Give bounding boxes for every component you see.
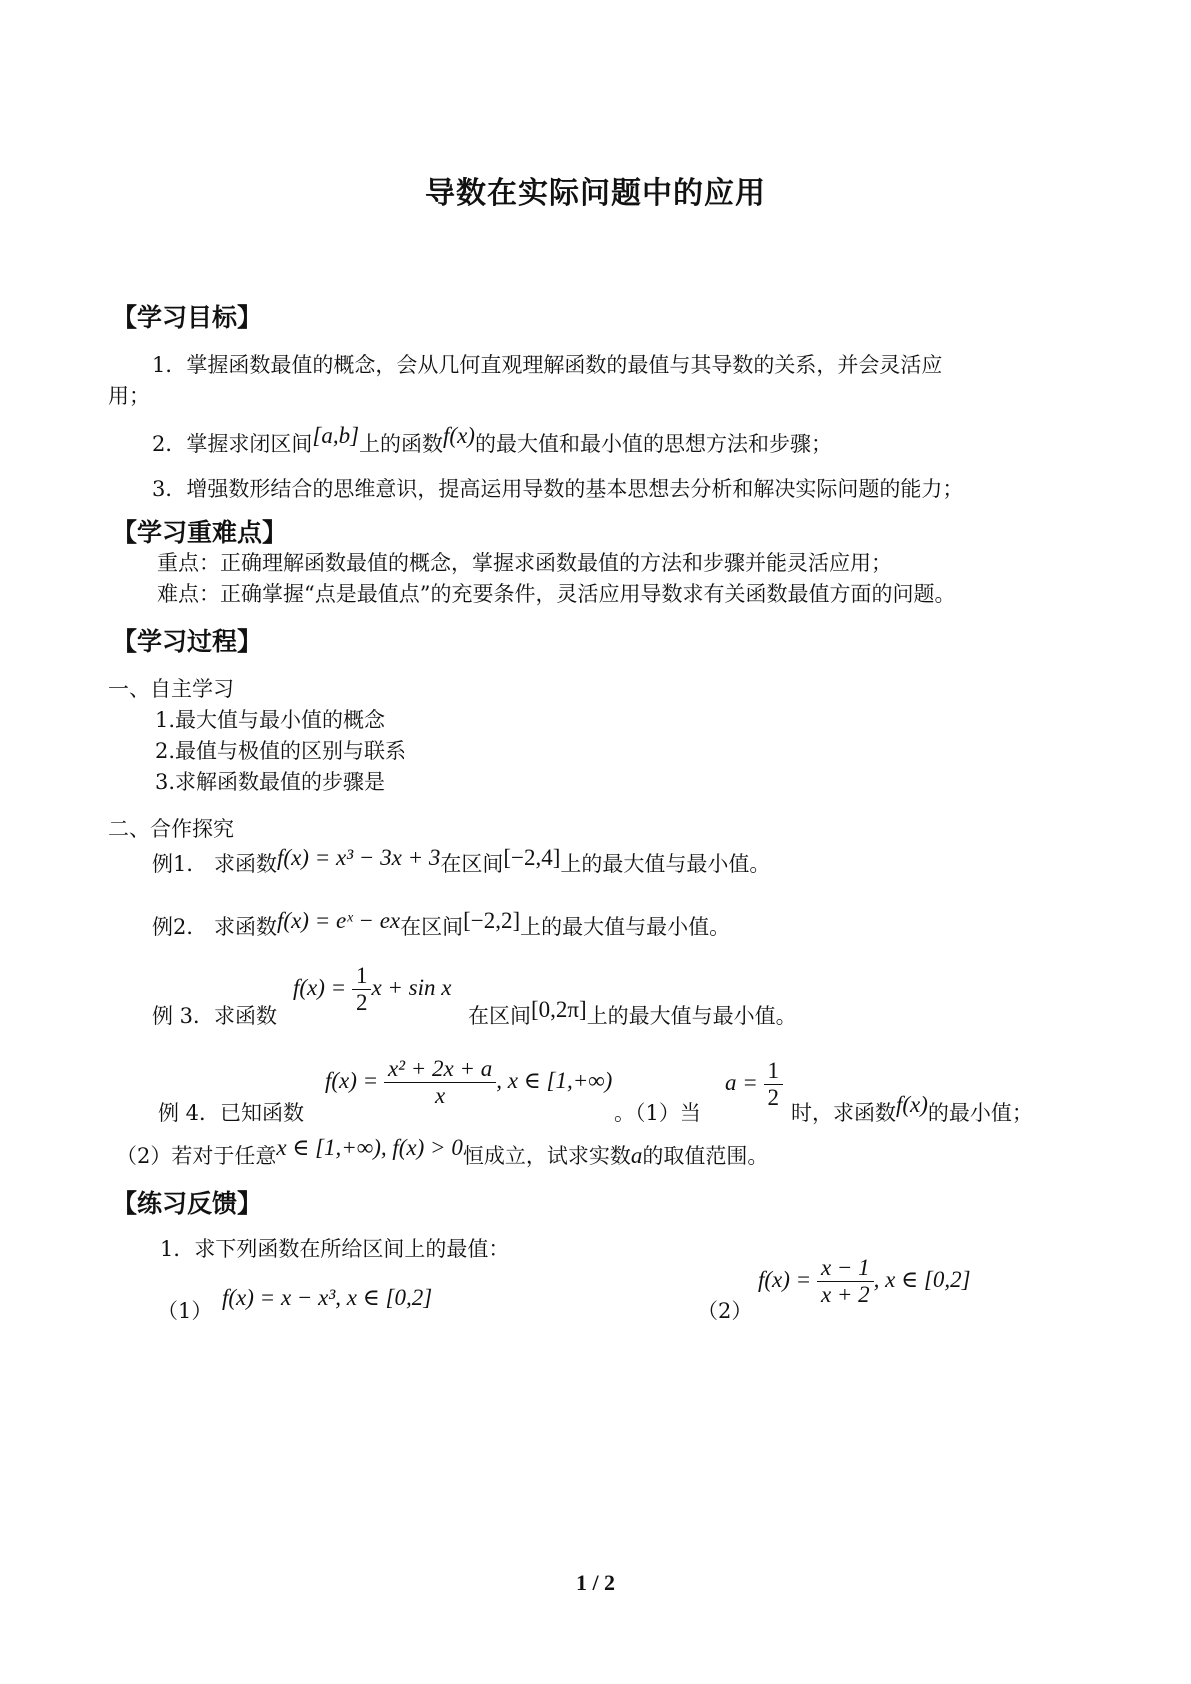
example-4-q1-prefix: 。（1）当 — [614, 1101, 701, 1125]
objective-1-line1: 1．掌握函数最值的概念，会从几何直观理解函数的最值与其导数的关系，并会灵活应 — [152, 353, 943, 377]
math-interval-ab: [a,b] — [312, 423, 360, 448]
practice-2-lhs: f(x) = — [758, 1267, 817, 1293]
fraction-denominator: x — [435, 1083, 446, 1109]
fraction-half — [352, 963, 372, 1017]
practice-item-1-label: （1） — [157, 1299, 213, 1323]
fraction-numerator: x² + 2x + a — [384, 1056, 496, 1083]
fraction-denominator: x + 2 — [820, 1282, 870, 1308]
example-2-label: 例2． 求函数 — [152, 915, 278, 939]
fraction-example-4 — [384, 1056, 496, 1110]
fraction-denominator: 2 — [355, 990, 368, 1016]
objective-2-mid: 上的函数 — [359, 432, 444, 456]
focus-point: 重点：正确理解函数最值的概念，掌握求函数最值的方法和步骤并能灵活应用； — [157, 551, 892, 575]
fraction-denominator: 2 — [767, 1085, 780, 1111]
math-a: a — [630, 1143, 643, 1168]
example-3-rhs: x + sin x — [371, 975, 452, 1001]
example-3-interval: [0,2π] — [531, 997, 587, 1022]
practice-item-2-formula — [758, 1255, 971, 1309]
objective-3: 3．增强数形结合的思维意识，提高运用导数的基本思想去分析和解决实际问题的能力； — [152, 477, 964, 501]
example-4-q1-rest — [791, 1092, 1033, 1127]
example-2-interval: [−2,2] — [463, 908, 521, 933]
part1-title: 一、自主学习 — [108, 677, 234, 701]
example-1-formula: f(x) = x³ − 3x + 3 — [277, 845, 441, 870]
objective-1-line2: 用； — [108, 384, 150, 408]
practice-2-domain: , x ∈ [0,2] — [873, 1267, 971, 1293]
example-4-q2-mid: 恒成立，试求实数 — [462, 1144, 631, 1168]
difficulty-point: 难点：正确掌握“点是最值点”的充要条件，灵活应用导数求有关函数最值方面的问题。 — [157, 582, 956, 606]
objective-2 — [152, 423, 832, 458]
practice-intro: 1．求下列函数在所给区间上的最值： — [160, 1237, 510, 1261]
fraction-numerator: x − 1 — [817, 1255, 874, 1282]
example-1-label: 例1． 求函数 — [152, 852, 278, 876]
a-equals: a = — [725, 1070, 764, 1096]
example-2-formula: f(x) = eˣ − ex — [277, 908, 401, 933]
document-title: 导数在实际问题中的应用 — [425, 176, 766, 211]
objective-2-prefix: 2．掌握求闭区间 — [152, 432, 313, 456]
part2-title: 二、合作探究 — [108, 817, 234, 841]
example-3-tail — [468, 997, 797, 1030]
example-4-lhs: f(x) = — [325, 1068, 384, 1094]
part1-item-2: 2.最值与极值的区别与联系 — [155, 739, 407, 763]
example-2 — [152, 908, 731, 941]
example-4-q2-prefix: （2）若对于任意 — [116, 1144, 277, 1168]
example-3-label: 例 3．求函数 — [152, 1004, 278, 1028]
example-1-interval: [−2,4] — [503, 845, 561, 870]
example-1-suffix: 上的最大值与最小值。 — [560, 852, 771, 876]
example-4-domain: , x ∈ [1,+∞) — [496, 1068, 613, 1094]
example-4-a-value — [725, 1058, 783, 1112]
example-4-q1-mid: 时，求函数 — [791, 1101, 896, 1125]
fraction-numerator: 1 — [352, 963, 372, 990]
fraction-numerator: 1 — [764, 1058, 784, 1085]
example-2-interval-prefix: 在区间 — [400, 915, 464, 939]
fraction-a-half — [764, 1058, 784, 1112]
example-4-q2-suffix: 的取值范围。 — [642, 1144, 769, 1168]
part1-item-3: 3.求解函数最值的步骤是 — [155, 770, 386, 794]
practice-item-2-label: （2） — [697, 1299, 753, 1323]
section-heading-practice: 【练习反馈】 — [112, 1189, 263, 1218]
section-heading-key-points: 【学习重难点】 — [112, 518, 288, 547]
example-3-lhs: f(x) = — [293, 975, 352, 1001]
example-3-formula — [293, 963, 451, 1017]
section-heading-objectives: 【学习目标】 — [112, 303, 263, 332]
example-1 — [152, 845, 771, 878]
page-number: 1 / 2 — [575, 1570, 616, 1595]
example-2-suffix: 上的最大值与最小值。 — [520, 915, 731, 939]
example-3-interval-prefix: 在区间 — [468, 1004, 531, 1028]
practice-item-1-formula: f(x) = x − x³, x ∈ [0,2] — [222, 1285, 433, 1310]
math-fx: f(x) — [443, 423, 475, 448]
example-4-q2-math: x ∈ [1,+∞), f(x) > 0 — [276, 1135, 463, 1160]
section-heading-process: 【学习过程】 — [112, 627, 263, 656]
example-4-formula — [325, 1056, 612, 1110]
example-1-interval-prefix: 在区间 — [440, 852, 504, 876]
fraction-practice-2 — [817, 1255, 874, 1309]
objective-2-suffix: 的最大值和最小值的思想方法和步骤； — [474, 432, 832, 456]
example-3-suffix: 上的最大值与最小值。 — [586, 1004, 797, 1028]
math-fx: f(x) — [896, 1092, 928, 1117]
example-4-q2 — [116, 1135, 769, 1170]
example-4-label: 例 4．已知函数 — [158, 1101, 305, 1125]
part1-item-1: 1.最大值与最小值的概念 — [155, 708, 386, 732]
example-4-q1-suffix: 的最小值； — [927, 1101, 1033, 1125]
